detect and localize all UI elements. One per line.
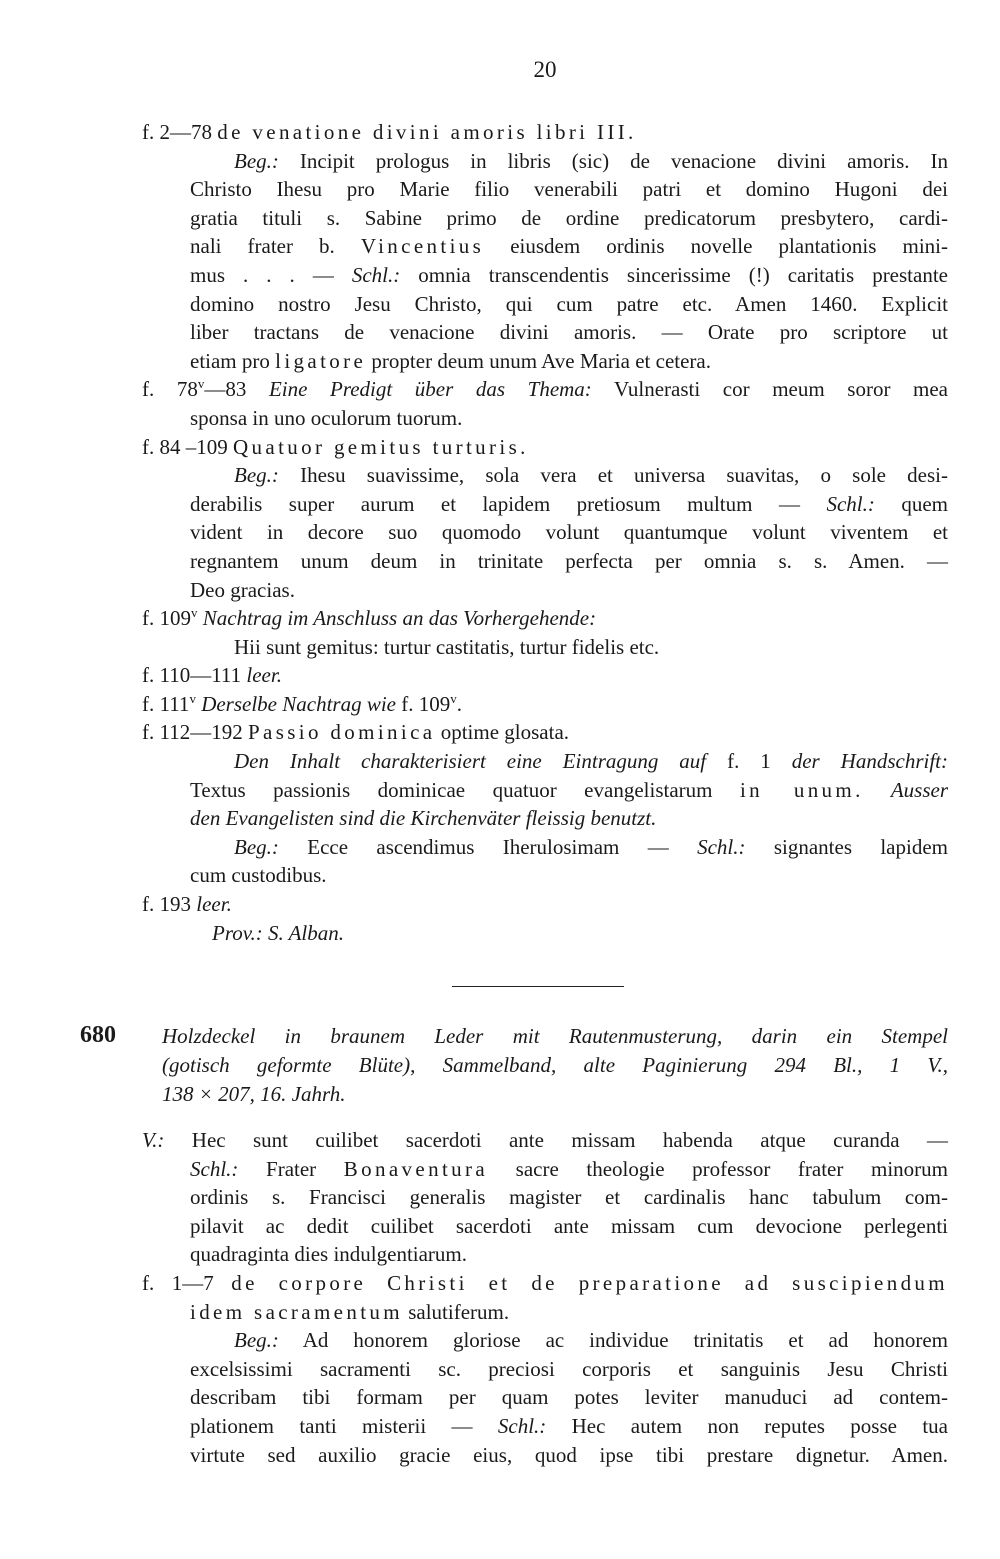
text-line: f. 109$^v$ Nachtrag im Anschluss an das Vorhergehende: (142, 605, 597, 631)
text-line: Hii sunt gemitus: turtur castitatis, turtur fidelis etc. (234, 634, 660, 659)
text-line: quadraginta dies indulgentiarum. (190, 1242, 468, 1267)
manuscript-description (162, 1022, 948, 1109)
text-line: f. 84 –109 Quatuor gemitus turturis. (142, 434, 529, 459)
text-line: Den Inhalt charakterisiert eine Eintragung auf f. 1 der Handschrift: (234, 749, 948, 774)
text-line: mus . . . — Schl.: omnia transcendentis sincerissime (!) caritatis prestante (190, 262, 948, 287)
text-line: Deo gracias. (190, 577, 295, 602)
text-line: Textus passionis dominicae quatuor evangelistarum in unum. Ausser (190, 777, 948, 802)
text-line: pilavit ac dedit cuilibet sacerdoti ante missam cum devocione perlegenti (190, 1213, 948, 1238)
text-line: liber tractans de venacione divini amoris. — Orate pro scriptore ut (190, 320, 948, 345)
text-line: sponsa in uno oculorum tuorum. (190, 405, 463, 430)
text-line: describam tibi formam per quam potes leviter manuduci ad contem- (190, 1385, 948, 1410)
text-line: Christo Ihesu pro Marie filio venerabili patri et domino Hugoni dei (190, 177, 948, 202)
text-line: f. 2—78 de venatione divini amoris libri III. (142, 120, 637, 144)
text-line: (gotisch geformte Blüte), Sammelband, alte Paginierung 294 Bl., 1 V., (162, 1053, 948, 1077)
text-line: f. 78$^v$—83 Eine Predigt über das Thema: Vulnerasti cor meum soror mea (142, 376, 948, 402)
text-line: vident in decore suo quomodo volunt quantumque volunt viventem et (190, 520, 948, 545)
catalog-number: 680 (80, 1022, 116, 1048)
text-line: f. 110—111 leer. (142, 663, 282, 688)
text-line: domino nostro Jesu Christo, qui cum patre etc. Amen 1460. Explicit (190, 291, 948, 316)
text-line: virtute sed auxilio gracie eius, quod ipse tibi prestare dignetur. Amen. (190, 1442, 948, 1467)
text-line: f. 193 leer. (142, 892, 232, 917)
text-line: Prov.: S. Alban. (212, 920, 345, 945)
text-line: 138 × 207, 16. Jahrh. (162, 1082, 346, 1106)
text-line: plationem tanti misterii — Schl.: Hec autem non reputes posse tua (190, 1413, 948, 1438)
text-line: Beg.: Ad honorem gloriose ac individue trinitatis et ad honorem (234, 1328, 948, 1353)
page-number: 20 (533, 57, 557, 82)
catalog-entry-continued (142, 118, 948, 947)
text-line: f. 1—7 de corpore Christi et de preparatione ad suscipiendum (142, 1270, 948, 1295)
text-line: cum custodibus. (190, 863, 327, 888)
text-line: Beg.: Ecce ascendimus Iherulosimam — Schl.: signantes lapidem (234, 834, 948, 859)
text-line: gratia tituli s. Sabine primo de ordine predicatorum presbytero, cardi- (190, 205, 948, 230)
text-line: ordinis s. Francisci generalis magister et cardinalis hanc tabulum com- (190, 1185, 948, 1210)
text-line: f. 112—192 Passio dominica optime glosata. (142, 720, 570, 745)
text-line: Holzdeckel in braunem Leder mit Rautenmusterung, darin ein Stempel (162, 1024, 948, 1048)
text-line: V.: Hec sunt cuilibet sacerdoti ante missam habenda atque curanda — (142, 1128, 948, 1152)
catalog-entry-680 (142, 1126, 948, 1469)
text-line: excelsissimi sacramenti sc. preciosi corporis et sanguinis Jesu Christi (190, 1356, 948, 1381)
text-line: derabilis super aurum et lapidem pretiosum multum — Schl.: quem (190, 491, 948, 516)
text-line: etiam pro ligatore propter deum unum Ave Maria et cetera. (190, 348, 711, 373)
text-line: regnantem unum deum in trinitate perfecta per omnia s. s. Amen. — (190, 548, 948, 573)
text-line: nali frater b. Vincentius eiusdem ordinis novelle plantationis mini- (190, 234, 948, 259)
section-divider (452, 986, 624, 987)
text-line: den Evangelisten sind die Kirchenväter fleissig benutzt. (190, 806, 657, 831)
text-line: idem sacramentum salutiferum. (190, 1299, 510, 1324)
text-line: Beg.: Ihesu suavissime, sola vera et universa suavitas, o sole desi- (234, 463, 948, 488)
text-line: Schl.: Frater Bonaventura sacre theologie professor frater minorum (190, 1156, 948, 1181)
text-line: f. 111$^v$ Derselbe Nachtrag wie f. 109$^v$. (142, 690, 462, 716)
text-line: Beg.: Incipit prologus in libris (sic) de venacione divini amoris. In (234, 148, 948, 173)
